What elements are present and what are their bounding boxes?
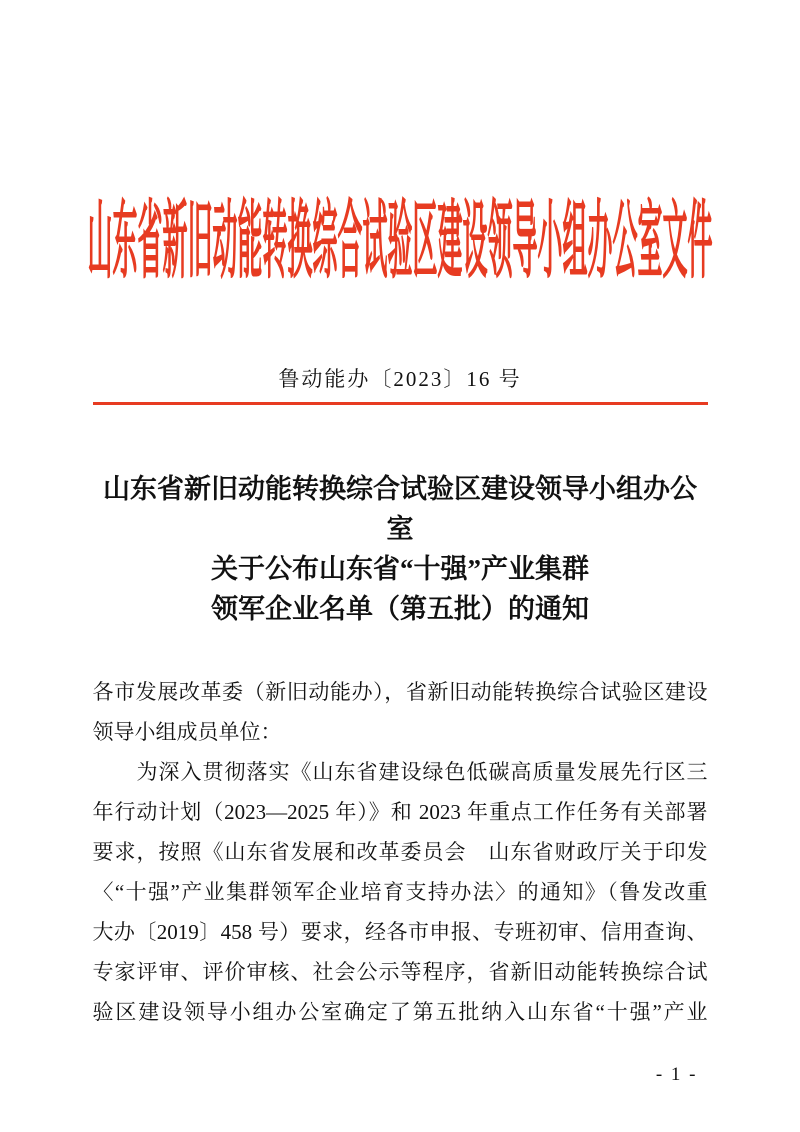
body-line-paragraph-6: 专家评审、评价审核、社会公示等程序，省新旧动能转换综合试	[92, 960, 708, 984]
body-line-paragraph-3: 要求，按照《山东省发展和改革委员会 山东省财政厅关于印发	[92, 840, 708, 864]
document-content	[87, 188, 713, 1095]
document-number: 鲁动能办〔2023〕16 号	[278, 367, 522, 391]
body-line-paragraph-2: 年行动计划（2023—2025 年）》和 2023 年重点工作任务有关部署	[92, 800, 708, 824]
notice-title-line-3: 领军企业名单（第五批）的通知	[211, 594, 589, 624]
body-line-salutation-1: 各市发展改革委（新旧动能办），省新旧动能转换综合试验区建设	[92, 680, 708, 704]
body-line-salutation-2: 领导小组成员单位：	[92, 720, 282, 744]
notice-title-line-2: 关于公布山东省“十强”产业集群	[211, 554, 589, 584]
red-divider-line	[93, 402, 708, 405]
body-line-paragraph-7: 验区建设领导小组办公室确定了第五批纳入山东省“十强”产业	[92, 1000, 708, 1024]
body-line-paragraph-4: 〈“十强”产业集群领军企业培育支持办法〉的通知》（鲁发改重	[92, 880, 708, 904]
body-line-paragraph-5: 大办〔2019〕458 号）要求，经各市申报、专班初审、信用查询、	[92, 920, 708, 944]
letterhead-banner	[87, 188, 713, 291]
page-number: - 1 -	[655, 1064, 698, 1085]
body-line-paragraph-1: 为深入贯彻落实《山东省建设绿色低碳高质量发展先行区三	[136, 760, 708, 784]
notice-title	[93, 469, 708, 629]
notice-body	[93, 672, 708, 1032]
letterhead-banner-text: 山东省新旧动能转换综合试验区建设领导小组办公室文件	[87, 198, 713, 291]
notice-title-line-1: 山东省新旧动能转换综合试验区建设领导小组办公室	[103, 474, 697, 544]
